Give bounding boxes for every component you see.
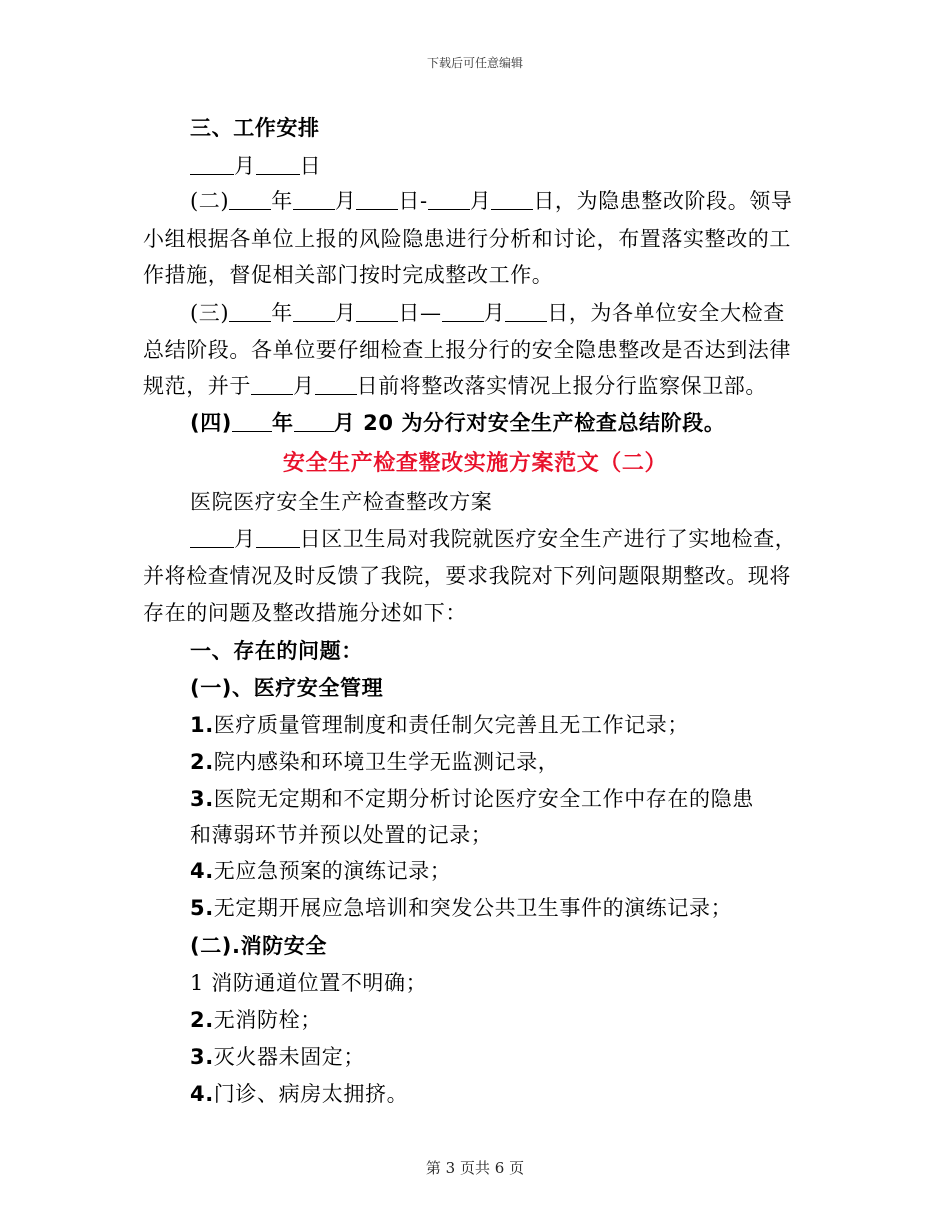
text: 年 <box>272 411 294 435</box>
text: 月 <box>334 301 357 325</box>
text: 月 20 为分行对安全生产检查总结阶段。 <box>333 411 726 435</box>
text: (二) <box>190 189 230 213</box>
fill-blank <box>229 301 271 322</box>
list-item <box>190 749 559 775</box>
list-item <box>190 1044 365 1070</box>
page-footer: 第 3 页共 6 页 <box>425 1159 525 1177</box>
list-item <box>190 1081 408 1107</box>
list-item-continuation: 和薄弱环节并预以处置的记录； <box>190 823 493 847</box>
page-header: 下载后可任意编辑 <box>426 56 523 70</box>
heading-text: 三、工作安排 <box>190 116 320 140</box>
text: (三) <box>190 301 230 325</box>
text: 日— <box>398 301 442 325</box>
item-text: 无消防栓； <box>213 1008 322 1032</box>
text: 年 <box>271 189 293 213</box>
item-text: 医院无定期和不定期分析讨论医疗安全工作中存在的隐患 <box>213 787 754 811</box>
date-line <box>190 153 321 179</box>
item-text: 无定期开展应急培训和突发公共卫生事件的演练记录； <box>213 896 733 920</box>
item-number: 2. <box>190 750 214 774</box>
item-number: 5. <box>190 896 214 920</box>
text: 月 <box>234 527 256 551</box>
subsection-heading-medical-safety: (一)、医疗安全管理 <box>190 676 384 700</box>
text: 日，为各单位安全大检查 <box>547 301 785 325</box>
item-number: 3. <box>190 787 214 811</box>
fill-blank <box>356 189 398 210</box>
intro-line2: 并将检查情况及时反馈了我院，要求我院对下列问题限期整改。现将 <box>143 564 791 588</box>
text: 年 <box>271 301 293 325</box>
fill-blank <box>232 411 272 432</box>
fill-blank <box>256 527 300 548</box>
fill-blank <box>190 527 234 548</box>
document-title: 安全生产检查整改实施方案范文（二） <box>282 450 668 476</box>
text: 日，为隐患整改阶段。领导 <box>533 189 793 213</box>
text: 月 <box>234 154 256 178</box>
text: 日- <box>398 189 428 213</box>
fill-blank <box>251 374 293 395</box>
fill-blank <box>442 301 484 322</box>
item-text: 灭火器未固定； <box>213 1045 365 1069</box>
text: 月 <box>469 189 492 213</box>
fill-blank <box>356 301 398 322</box>
list-item <box>190 895 732 921</box>
paragraph-phase-two-line2: 小组根据各单位上报的风险隐患进行分析和讨论，布置落实整改的工 <box>143 227 791 251</box>
list-item <box>190 786 754 812</box>
list-item <box>190 1007 322 1033</box>
fill-blank <box>190 154 234 175</box>
item-number: 4. <box>190 859 214 883</box>
item-text: 无应急预案的演练记录； <box>213 859 452 883</box>
fill-blank <box>256 154 300 175</box>
item-number: 3. <box>190 1045 214 1069</box>
fill-blank <box>428 189 470 210</box>
fill-blank <box>505 301 547 322</box>
subtitle: 医院医疗安全生产检查整改方案 <box>190 490 493 514</box>
text: 月 <box>483 301 506 325</box>
fill-blank <box>294 411 334 432</box>
item-number: 2. <box>190 1008 214 1032</box>
text: 月 <box>334 189 357 213</box>
paragraph-phase-three-line3 <box>143 373 767 399</box>
item-number: 1. <box>190 713 214 737</box>
item-text: 门诊、病房太拥挤。 <box>213 1082 409 1106</box>
paragraph-phase-two-line1 <box>190 188 793 214</box>
paragraph-phase-four <box>190 410 725 436</box>
fill-blank <box>293 301 335 322</box>
fill-blank <box>293 189 335 210</box>
fill-blank <box>491 189 533 210</box>
paragraph-phase-two-line3: 作措施，督促相关部门按时完成整改工作。 <box>143 263 554 287</box>
item-text: 医疗质量管理制度和责任制欠完善且无工作记录； <box>213 713 689 737</box>
list-item <box>190 858 451 884</box>
fill-blank <box>229 189 271 210</box>
text: (四) <box>190 411 232 435</box>
fill-blank <box>315 374 357 395</box>
text: 规范，并于 <box>143 374 251 398</box>
subsection-heading-fire-safety: (二).消防安全 <box>190 934 327 958</box>
paragraph-phase-three-line2: 总结阶段。各单位要仔细检查上报分行的安全隐患整改是否达到法律 <box>143 338 791 362</box>
section-heading-problems: 一、存在的问题： <box>190 639 363 663</box>
paragraph-phase-three-line1 <box>190 300 785 326</box>
list-item <box>190 712 689 738</box>
text: 日 <box>299 154 322 178</box>
section-heading-work-arrangement <box>190 115 320 141</box>
intro-line3: 存在的问题及整改措施分述如下： <box>143 601 467 625</box>
item-number: 4. <box>190 1082 214 1106</box>
text: 月 <box>293 374 315 398</box>
item-text: 院内感染和环境卫生学无监测记录， <box>213 750 560 774</box>
text: 日区卫生局对我院就医疗安全生产进行了实地检查， <box>299 527 797 551</box>
text: 日前将整改落实情况上报分行监察保卫部。 <box>356 374 768 398</box>
list-item: 1 消防通道位置不明确； <box>190 971 428 995</box>
intro-line1 <box>190 526 796 552</box>
